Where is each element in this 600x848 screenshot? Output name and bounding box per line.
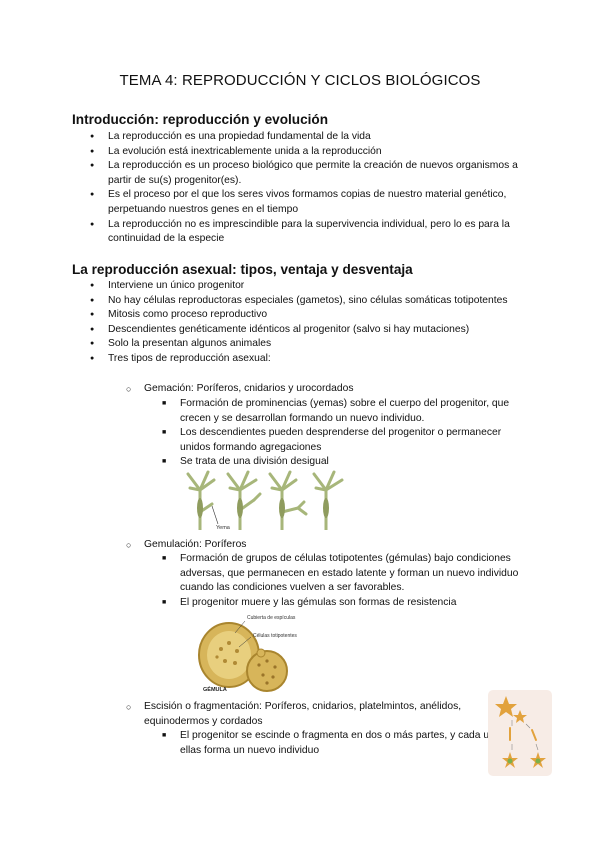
starfish-fragmentation-illustration [488, 690, 552, 776]
list-item: ● Es el proceso por el que los seres vivos formamos copias de nuestro material genético, perpetuando nuestros genes en el tiempo [90, 188, 535, 217]
list-item: ● Tres tipos de reproducción asexual: [90, 352, 535, 367]
list-item: ■ Los descendientes pueden desprenderse del progenitor o permanecer unidos formando agregaciones [162, 426, 532, 455]
figure-label-gemula: GÉMULA [203, 687, 227, 693]
asexual-list [90, 279, 535, 367]
gemulacion-list [126, 538, 526, 553]
list-item: ■ El progenitor se escinde o fragmenta en dos o más partes, y cada una de ellas forma un nuevo individuo [162, 729, 532, 758]
list-item-gemacion: ○ Gemación: Poríferos, cnidarios y urocordados [126, 382, 526, 397]
escision-list [126, 700, 526, 729]
list-item: ● La evolución está inextricablemente unida a la reproducción [90, 145, 535, 160]
gemula-illustration [195, 613, 305, 695]
list-item: ● La reproducción es un proceso biológico que permite la creación de nuevos organismos a partir de su(s) progenitor(es). [90, 159, 535, 188]
list-item: ■ Formación de prominencias (yemas) sobre el cuerpo del progenitor, que crecen y se desarrollan formando un nuevo individuo. [162, 397, 532, 426]
section-heading-intro: Introducción: reproducción y evolución [72, 112, 329, 127]
list-item-escision: ○ Escisión o fragmentación: Poríferos, cnidarios, platelmintos, anélidos, equinodermos y cordados [126, 700, 526, 729]
hydra-budding-illustration [178, 468, 348, 530]
list-item-gemulacion: ○ Gemulación: Poríferos [126, 538, 526, 553]
list-item: ■ El progenitor muere y las gémulas son formas de resistencia [162, 596, 532, 611]
list-item: ■ Formación de grupos de células totipotentes (gémulas) bajo condiciones adversas, que permanecen en estado latente y forman un nuevo individuo cuando las condiciones vuelven a ser favorables. [162, 552, 532, 596]
gemulacion-sublist [162, 552, 532, 610]
list-item: ● No hay células reproductoras especiales (gametos), sino células somáticas totipotentes [90, 294, 535, 309]
list-item: ● La reproducción es una propiedad fundamental de la vida [90, 130, 535, 145]
list-item: ■ Se trata de una división desigual [162, 455, 532, 470]
figure-label-yema: Yema [216, 525, 230, 530]
list-item: ● Descendientes genéticamente idénticos al progenitor (salvo si hay mutaciones) [90, 323, 535, 338]
figure-label-cubierta: Cubierta de espículas [247, 615, 296, 621]
figure-label-celulas: Células totipotentes [253, 633, 297, 639]
list-item: ● Solo la presentan algunos animales [90, 337, 535, 352]
escision-sublist [162, 729, 532, 758]
gemacion-list [126, 382, 526, 397]
list-item: ● La reproducción no es imprescindible para la supervivencia individual, pero lo es para la continuidad de la especie [90, 218, 535, 247]
page-title: TEMA 4: REPRODUCCIÓN Y CICLOS BIOLÓGICOS [119, 72, 481, 89]
intro-list [90, 130, 535, 247]
section-heading-asexual: La reproducción asexual: tipos, ventaja y desventaja [72, 262, 413, 277]
gemacion-sublist [162, 397, 532, 470]
list-item: ● Interviene un único progenitor [90, 279, 535, 294]
list-item: ● Mitosis como proceso reproductivo [90, 308, 535, 323]
